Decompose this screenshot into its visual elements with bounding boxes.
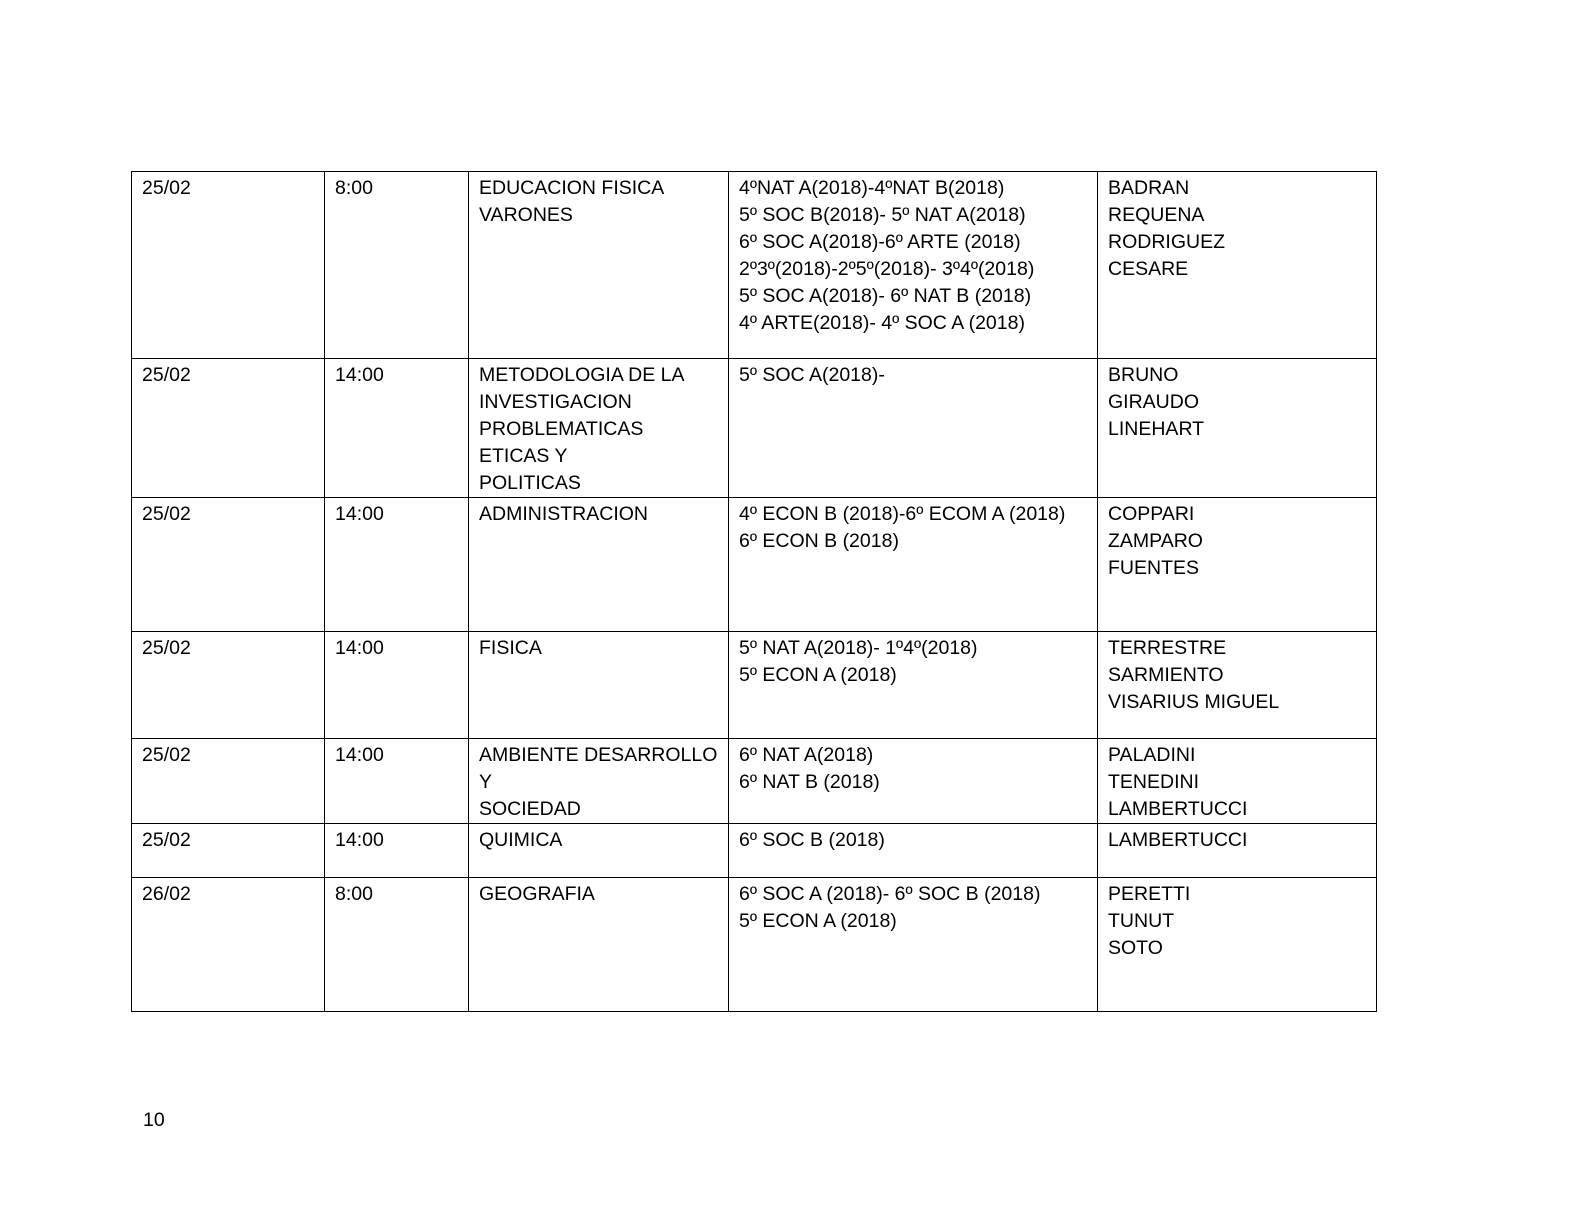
courses-line: 5º ECON A (2018)	[739, 664, 897, 686]
subject-line: PROBLEMATICAS ETICAS Y	[479, 418, 644, 467]
courses-line: 4º ECON B (2018)-6º ECOM A (2018)	[739, 503, 1066, 525]
subject-cell	[469, 824, 729, 878]
page-number: 10	[143, 1109, 165, 1131]
subject-line: AMBIENTE DESARROLLO Y	[479, 744, 718, 793]
teachers-cell	[1098, 739, 1377, 824]
subject-cell	[469, 632, 729, 739]
teachers-line: GIRAUDO	[1108, 391, 1200, 413]
time-cell: 8:00	[325, 878, 469, 1012]
courses-line: 5º ECON A (2018)	[739, 910, 897, 932]
table-row	[132, 739, 1377, 824]
courses-cell	[729, 172, 1098, 359]
teachers-line: PERETTI	[1108, 883, 1191, 905]
teachers-cell	[1098, 824, 1377, 878]
courses-cell	[729, 824, 1098, 878]
table-row	[132, 359, 1377, 498]
subject-line: POLITICAS	[479, 472, 581, 494]
schedule-body	[132, 172, 1377, 1012]
teachers-line: ZAMPARO	[1108, 530, 1203, 552]
courses-cell	[729, 878, 1098, 1012]
time-cell: 14:00	[325, 359, 469, 498]
time-cell: 14:00	[325, 498, 469, 632]
teachers-line: BADRAN	[1108, 177, 1190, 199]
subject-line: EDUCACION FISICA	[479, 177, 665, 199]
table-row	[132, 632, 1377, 739]
subject-line: METODOLOGIA DE LA	[479, 364, 685, 386]
teachers-cell	[1098, 172, 1377, 359]
date-cell: 25/02	[132, 172, 325, 359]
table-row	[132, 498, 1377, 632]
subject-cell	[469, 172, 729, 359]
courses-line: 5º SOC A(2018)- 6º NAT B (2018)	[739, 285, 1032, 307]
table-row	[132, 878, 1377, 1012]
table-row	[132, 172, 1377, 359]
teachers-line: TUNUT	[1108, 910, 1175, 932]
courses-line: 6º NAT B (2018)	[739, 771, 880, 793]
teachers-cell	[1098, 632, 1377, 739]
courses-line: 6º SOC B (2018)	[739, 829, 885, 851]
teachers-line: SARMIENTO	[1108, 664, 1224, 686]
teachers-cell	[1098, 498, 1377, 632]
courses-line: 5º SOC A(2018)-	[739, 364, 885, 386]
time-cell: 14:00	[325, 824, 469, 878]
teachers-line: LAMBERTUCCI	[1108, 829, 1248, 851]
date-cell: 25/02	[132, 739, 325, 824]
teachers-line: REQUENA	[1108, 204, 1205, 226]
time-cell: 14:00	[325, 739, 469, 824]
date-cell: 25/02	[132, 632, 325, 739]
date-cell: 26/02	[132, 878, 325, 1012]
courses-line: 4º ARTE(2018)- 4º SOC A (2018)	[739, 312, 1025, 334]
teachers-line: RODRIGUEZ	[1108, 231, 1225, 253]
subject-line: ADMINISTRACION	[479, 503, 649, 525]
courses-line: 2º3º(2018)-2º5º(2018)- 3º4º(2018)	[739, 258, 1035, 280]
teachers-line: FUENTES	[1108, 557, 1200, 579]
exam-schedule-table	[131, 171, 1377, 1012]
teachers-cell	[1098, 878, 1377, 1012]
teachers-line: BRUNO	[1108, 364, 1179, 386]
teachers-line: CESARE	[1108, 258, 1189, 280]
teachers-line: LINEHART	[1108, 418, 1205, 440]
subject-line: SOCIEDAD	[479, 798, 581, 820]
time-cell: 8:00	[325, 172, 469, 359]
subject-cell	[469, 359, 729, 498]
teachers-line: SOTO	[1108, 937, 1163, 959]
date-cell: 25/02	[132, 498, 325, 632]
date-cell: 25/02	[132, 824, 325, 878]
subject-line: INVESTIGACION	[479, 391, 632, 413]
teachers-line: VISARIUS MIGUEL	[1108, 691, 1280, 713]
teachers-line: COPPARI	[1108, 503, 1195, 525]
courses-cell	[729, 359, 1098, 498]
time-cell: 14:00	[325, 632, 469, 739]
subject-line: FISICA	[479, 637, 542, 659]
courses-line: 6º NAT A(2018)	[739, 744, 874, 766]
subject-cell	[469, 498, 729, 632]
courses-cell	[729, 498, 1098, 632]
subject-line: GEOGRAFIA	[479, 883, 595, 905]
subject-line: QUIMICA	[479, 829, 563, 851]
subject-cell	[469, 878, 729, 1012]
subject-line: VARONES	[479, 204, 573, 226]
courses-line: 5º SOC B(2018)- 5º NAT A(2018)	[739, 204, 1026, 226]
courses-cell	[729, 739, 1098, 824]
teachers-line: TENEDINI	[1108, 771, 1200, 793]
teachers-line: PALADINI	[1108, 744, 1196, 766]
courses-line: 6º ECON B (2018)	[739, 530, 899, 552]
courses-cell	[729, 632, 1098, 739]
courses-line: 5º NAT A(2018)- 1º4º(2018)	[739, 637, 978, 659]
courses-line: 4ºNAT A(2018)-4ºNAT B(2018)	[739, 177, 1005, 199]
teachers-line: LAMBERTUCCI	[1108, 798, 1248, 820]
subject-cell	[469, 739, 729, 824]
table-row	[132, 824, 1377, 878]
date-cell: 25/02	[132, 359, 325, 498]
courses-line: 6º SOC A (2018)- 6º SOC B (2018)	[739, 883, 1041, 905]
courses-line: 6º SOC A(2018)-6º ARTE (2018)	[739, 231, 1021, 253]
teachers-line: TERRESTRE	[1108, 637, 1227, 659]
teachers-cell	[1098, 359, 1377, 498]
